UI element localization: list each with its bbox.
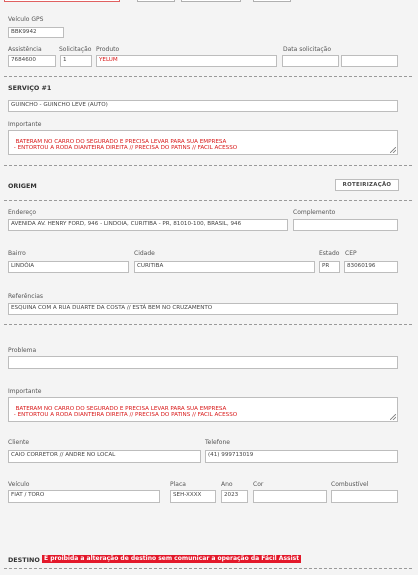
top-cut-field-3 [181,0,241,2]
cidade-label: Cidade [134,250,155,257]
veiculo-gps-label: Veículo GPS [8,16,44,23]
data-solicitacao-field[interactable] [282,55,339,67]
endereco-field[interactable]: AVENIDA AV. HENRY FORD, 946 - LINDOIA, CURITIBA - PR, 81010-100, BRASIL, 946 [8,219,288,231]
estado-field[interactable]: PR [319,261,340,273]
endereco-label: Endereço [8,209,37,216]
cep-label: CEP [345,250,357,257]
assistencia-field[interactable]: 7684600 [8,55,56,67]
destino-warning: É proibida a alteração de destino sem comunicar a operação da Fácil Assist [44,555,300,562]
data-solicitacao-label: Data solicitação [283,46,332,53]
veiculo-gps-field[interactable]: BBK9942 [8,27,64,38]
produto-label: Produto [96,46,120,53]
importante2-label: Importante [8,388,42,395]
telefone-field[interactable]: (41) 999713019 [205,450,398,463]
veiculo-label: Veículo [8,481,30,488]
divider [4,568,412,569]
destino-title: DESTINO [8,556,40,564]
divider [4,76,412,77]
servico-title: SERVIÇO #1 [8,84,52,92]
problema-field[interactable] [8,356,398,369]
divider [4,200,412,201]
hora-solicitacao-field[interactable] [341,55,398,67]
top-cut-field-2 [137,0,175,2]
assistencia-label: Assistência [8,46,42,53]
combustivel-field[interactable] [331,490,398,503]
complemento-label: Complemento [293,209,336,216]
problema-label: Problema [8,347,37,354]
bairro-field[interactable]: LINDÓIA [8,261,129,273]
referencias-field[interactable]: ESQUINA COM A RUA DUARTE DA COSTA // ESTÁ BEM NO CRUZAMENTO [8,303,398,315]
cliente-field[interactable]: CAIO CORRETOR // ANDRE NO LOCAL [8,450,201,463]
origem-title: ORIGEM [8,182,37,190]
importante-label: Importante [8,121,42,128]
cor-field[interactable] [253,490,327,503]
ano-label: Ano [221,481,233,488]
solicitacao-field[interactable]: 1 [60,55,92,67]
servico-field[interactable]: GUINCHO - GUINCHO LEVE (AUTO) [8,100,398,112]
importante2-textarea[interactable] [8,397,398,422]
importante-text: BATERAM NO CARRO DO SEGURADO E PRECISA LEVAR PARA SUA EMPRESA - ENTORTOU A RODA DIANTEIRA DIREITA // PRECISA DO PATINS // FACIL ACESSO [13,139,238,151]
combustivel-label: Combustível [331,481,369,488]
complemento-field[interactable] [293,219,398,231]
referencias-label: Referências [8,293,43,300]
cidade-field[interactable]: CURITIBA [134,261,315,273]
divider [4,165,412,166]
placa-label: Placa [170,481,186,488]
divider [4,324,412,325]
importante-textarea[interactable] [8,130,398,155]
produto-field[interactable]: YELUM [96,55,277,67]
solicitacao-label: Solicitação [59,46,92,53]
top-cut-field-4 [253,0,291,2]
cep-field[interactable]: 83060196 [344,261,398,273]
resize-grip-icon[interactable] [390,147,396,153]
cor-label: Cor [253,481,264,488]
telefone-label: Telefone [205,439,230,446]
roteirizacao-button[interactable]: ROTEIRIZAÇÃO [335,179,399,191]
ano-field[interactable]: 2023 [221,490,248,503]
placa-field[interactable]: SEH-XXXX [170,490,216,503]
estado-label: Estado [319,250,340,257]
cliente-label: Cliente [8,439,30,446]
veiculo-field[interactable]: FIAT / TORO [8,490,160,503]
resize-grip-icon[interactable] [390,414,396,420]
importante2-text: BATERAM NO CARRO DO SEGURADO E PRECISA LEVAR PARA SUA EMPRESA - ENTORTOU A RODA DIANTEIRA DIREITA // PRECISA DO PATINS // FACIL ACESSO [13,406,238,418]
bairro-label: Bairro [8,250,26,257]
top-cut-field-1 [4,0,120,2]
